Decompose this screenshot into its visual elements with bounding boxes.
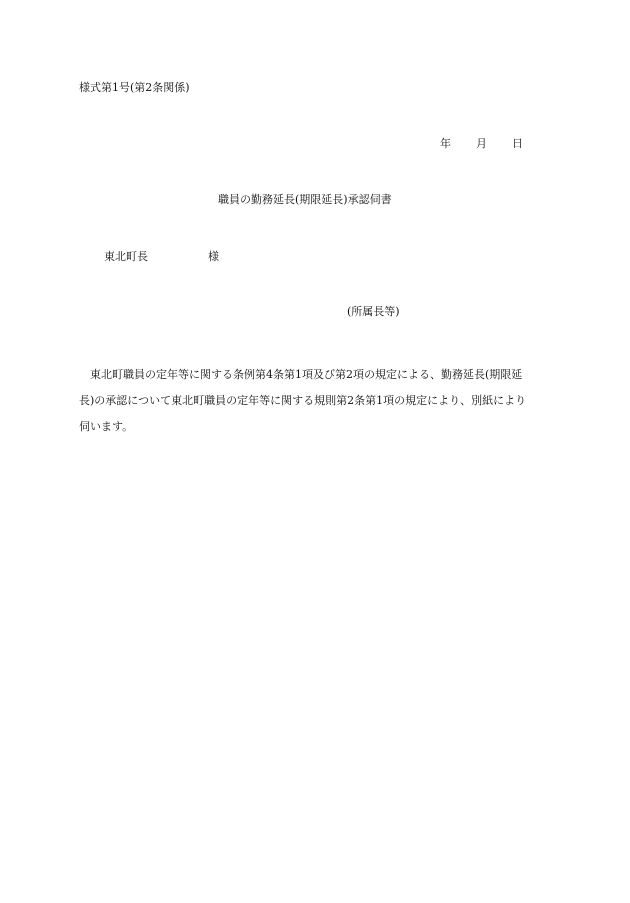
sender-label: (所属長等) bbox=[347, 305, 400, 318]
form-number-label: 様式第1号(第2条関係) bbox=[79, 81, 190, 94]
addressee-name: 東北町長 bbox=[104, 250, 148, 263]
body-line: 長)の承認について東北町職員の定年等に関する規則第2条第1項の規定により、別紙により bbox=[79, 394, 527, 407]
body-line: 東北町職員の定年等に関する条例第4条第1項及び第2項の規定による、勤務延長(期限延 bbox=[90, 368, 523, 381]
date-month-label: 月 bbox=[476, 137, 487, 150]
body-paragraph bbox=[79, 362, 551, 440]
addressee-honorific: 様 bbox=[208, 250, 219, 263]
date-day-label: 日 bbox=[512, 137, 523, 150]
date-year-label: 年 bbox=[440, 137, 451, 150]
document-title: 職員の勤務延長(期限延長)承認伺書 bbox=[218, 193, 392, 206]
body-line: 伺います。 bbox=[79, 420, 134, 433]
